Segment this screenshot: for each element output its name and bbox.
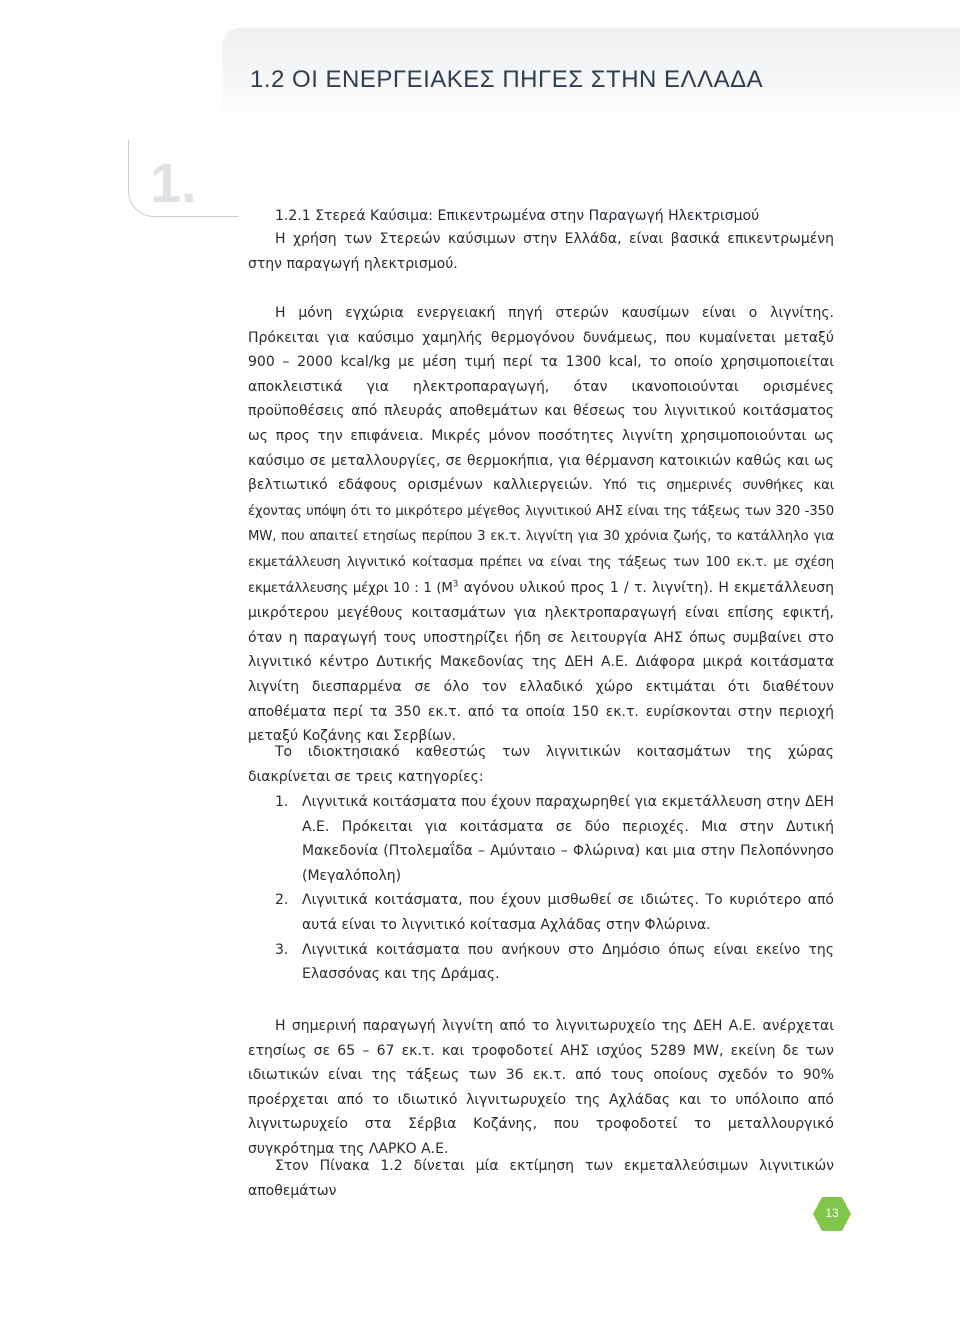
production-paragraph: Η σημερινή παραγωγή λιγνίτη από το λιγνιτωρυχείο της ΔΕΗ Α.Ε. ανέρχεται ετησίως σε 65 – 67 εκ.τ. και τροφοδοτεί ΑΗΣ ισχύος 5289 MW, εκείνη δε των ιδιωτικών είναι της τάξεως των 36 εκ.τ. από τους οποίους σχεδόν το 90% προέρχεται από το ιδιωτικό λιγνιτωρυχείο της Αχλάδας και το υπόλοιπο από λιγνιτωρυχείο στα Σέρβια Κοζάνης, που τροφοδοτεί το μεταλλουργικό συγκρότημα της ΛΑΡΚΟ Α.Ε. <box>248 1018 834 1157</box>
table-reference-paragraph: Στον Πίνακα 1.2 δίνεται μία εκτίμηση των εκμεταλλεύσιμων λιγνιτικών αποθεμάτων <box>248 1158 834 1199</box>
page-number: 13 <box>825 1206 839 1220</box>
paragraph-1-part-c: αγόνου υλικού προς 1 / τ. λιγνίτη). Η εκμετάλλευση μικρότερου μεγέθους κοιτασμάτων για ηλεκτροπαραγωγή είναι επίσης εφικτή, όταν η παραγωγή τους υποστηρίζει ήδη σε λειτουργία ΑΗΣ όπως συμβαίνει στο λιγνιτικό κέντρο Δυτικής Μακεδονίας της ΔΕΗ Α.Ε. Διάφορα μικρά κοιτάσματα λιγνίτη διεσπαρμένα σε όλο τον ελλαδικό χώρο εκτιμάται ότι διαθέτουν αποθέματα περί τα 350 εκ.τ. από τα οποία 150 εκ.τ. ευρίσκονται στην περιοχή μεταξύ Κοζάνης και Σερβίων. <box>248 579 834 745</box>
paragraph-1-part-b: Υπό τις σημερινές συνθήκες και έχοντας υπόψη ότι το μικρότερο μέγεθος λιγνιτικού ΑΗΣ είναι της τάξεως των 320 -350 MW, που απαιτεί ετησίως περίπου 3 εκ.τ. λιγνίτη για 30 χρόνια ζωής, το κατάλληλο για εκμετάλλευση λιγνιτικό κοίτασμα πρέπει να είναι της τάξεως των 100 εκ.τ. με σχέση εκμετάλλευσης μέχρι 10 : 1 (Μ <box>248 478 835 596</box>
body-paragraph-2 <box>248 740 834 789</box>
list-item <box>248 790 834 888</box>
body-paragraph-4 <box>248 1154 834 1203</box>
list-item-number: 3. <box>275 941 289 958</box>
list-item-text: Λιγνιτικά κοιτάσματα που έχουν παραχωρηθεί για εκμετάλλευση στην ΔΕΗ Α.Ε. Πρόκειται για κοιτάσματα σε δύο περιοχές. Μια στην Δυτική Μακεδονία (Πτολεμαΐδα – Αμύνταιο – Φλώρινα) και μια στην Πελοπόννησο (Μεγαλόπολη) <box>302 794 834 884</box>
ownership-intro: Το ιδιοκτησιακό καθεστώς των λιγνιτικών κοιτασμάτων της χώρας διακρίνεται σε τρεις κατηγορίες: <box>248 744 834 785</box>
page-number-badge <box>812 1196 852 1232</box>
chapter-number: 1. <box>150 151 197 214</box>
page-header-title: 1.2 ΟΙ ΕΝΕΡΓΕΙΑΚΕΣ ΠΗΓΕΣ ΣΤΗΝ ΕΛΛΑΔΑ <box>250 66 764 93</box>
list-item-text: Λιγνιτικά κοιτάσματα, που έχουν μισθωθεί σε ιδιώτες. Το κυριότερο από αυτά είναι το λιγνιτικό κοίτασμα Αχλάδας στην Φλώρινα. <box>302 892 834 933</box>
list-item-number: 2. <box>275 892 289 909</box>
list-item-text: Λιγνιτικά κοιτάσματα που ανήκουν στο Δημόσιο όπως είναι εκείνο της Ελασσόνας και της Δράμας. <box>302 941 834 983</box>
body-paragraph-3 <box>248 1014 834 1162</box>
section-heading: 1.2.1 Στερεά Καύσιμα: Επικεντρωμένα στην Παραγωγή Ηλεκτρισμού <box>275 208 760 224</box>
list-item <box>248 938 834 987</box>
section-intro <box>248 227 834 276</box>
intro-paragraph: Η χρήση των Στερεών καύσιμων στην Ελλάδα, είναι βασικά επικεντρωμένη στην παραγωγή ηλεκτρισμού. <box>248 231 834 272</box>
paragraph-1-part-a: Η μόνη εγχώρια ενεργειακή πηγή στερών καυσίμων είναι ο λιγνίτης. Πρόκειται για καύσιμο χαμηλής θερμογόνου δυνάμεως, που κυμαίνεται μεταξύ 900 – 2000 kcal/kg με μέση τιμή περί τα 1300 kcal, το οποίο χρησιμοποιείται αποκλειστικά για ηλεκτροπαραγωγή, όταν ικανοποιούνται ορισμένες προϋποθέσεις από πλευράς αποθεμάτων και θέσεως του λιγνιτικού κοιτάσματος ως προς την επιφάνεια. Μικρές μόνον ποσότητες λιγνίτη χρησιμοποιούνται ως καύσιμο σε μεταλλουργίες, σε θερμοκήπια, για θέρμανση κατοικιών καθώς και ως βελτιωτικό εδάφους ορισμένων καλλιεργειών. <box>248 305 834 494</box>
list-item-number: 1. <box>275 794 289 810</box>
superscript-3: 3 <box>452 578 459 589</box>
list-item <box>248 888 834 937</box>
ownership-categories-list <box>248 790 834 987</box>
body-paragraph-1 <box>248 301 834 749</box>
